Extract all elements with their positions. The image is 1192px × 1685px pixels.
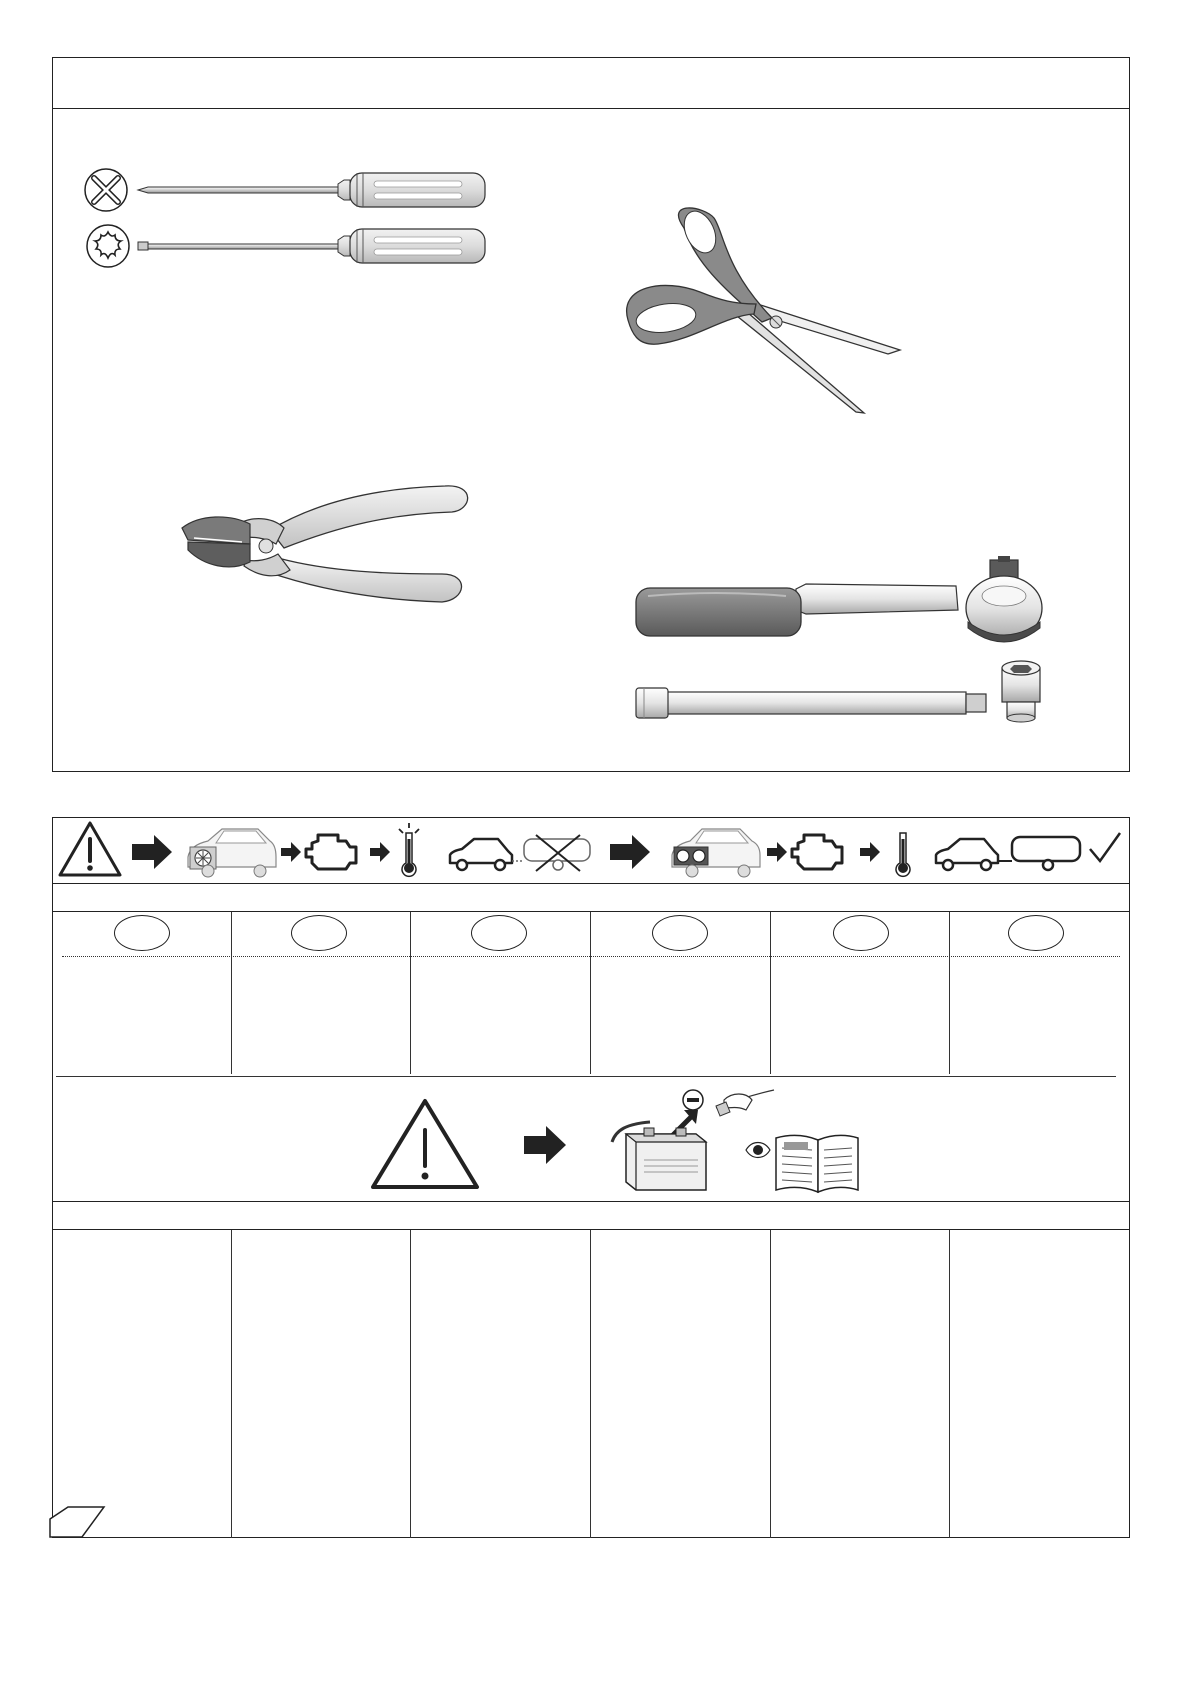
column-divider — [410, 1230, 411, 1538]
section-bar-1 — [52, 883, 1130, 912]
page-corner-mark — [50, 1505, 106, 1539]
check-mark-icon — [1088, 831, 1122, 865]
car-with-trailer-icon — [932, 835, 1082, 873]
car-front-icon — [182, 823, 278, 879]
socket-icon — [998, 658, 1044, 722]
language-code-oval — [833, 915, 889, 951]
thermometer-icon — [394, 823, 424, 877]
section-bar-2 — [52, 1201, 1130, 1230]
phillips-screwdriver-icon — [82, 166, 487, 214]
pictogram-strip — [52, 817, 1130, 883]
column-divider — [770, 912, 771, 1074]
thermometer-icon — [888, 831, 918, 877]
battery-notice-row — [52, 1078, 1130, 1200]
tools-panel-header-divider — [52, 108, 1130, 109]
ratchet-wrench-icon — [636, 556, 1046, 646]
arrow-right-icon — [524, 1126, 566, 1164]
language-code-oval — [1008, 915, 1064, 951]
language-code-oval — [291, 915, 347, 951]
language-code-oval — [471, 915, 527, 951]
torx-screwdriver-icon — [84, 222, 487, 270]
arrow-right-icon — [281, 842, 301, 862]
warning-triangle-icon — [58, 821, 122, 877]
horizontal-separator — [56, 1076, 1116, 1077]
arrow-right-icon — [860, 842, 880, 862]
manual-book-icon — [742, 1130, 862, 1196]
tools-panel — [52, 57, 1130, 772]
warning-triangle-icon — [370, 1098, 480, 1190]
language-code-oval — [114, 915, 170, 951]
scissors-icon — [624, 208, 904, 418]
column-divider — [949, 1230, 950, 1538]
column-divider — [231, 912, 232, 1074]
arrow-right-icon — [370, 842, 390, 862]
column-divider — [231, 1230, 232, 1538]
column-divider — [770, 1230, 771, 1538]
diagonal-pliers-icon — [180, 480, 475, 610]
column-divider — [949, 912, 950, 1074]
column-divider — [590, 1230, 591, 1538]
arrow-right-icon — [132, 835, 172, 869]
arrow-right-icon — [767, 842, 787, 862]
column-divider — [410, 912, 411, 1074]
engine-warning-icon — [304, 831, 360, 871]
extension-bar-icon — [636, 684, 988, 724]
arrow-right-icon — [610, 835, 650, 869]
engine-warning-icon — [790, 831, 846, 871]
car-with-crossed-trailer-icon — [446, 835, 594, 873]
language-code-oval — [652, 915, 708, 951]
car-front-icon — [666, 823, 762, 879]
dotted-separator — [62, 956, 1120, 957]
column-divider — [590, 912, 591, 1074]
